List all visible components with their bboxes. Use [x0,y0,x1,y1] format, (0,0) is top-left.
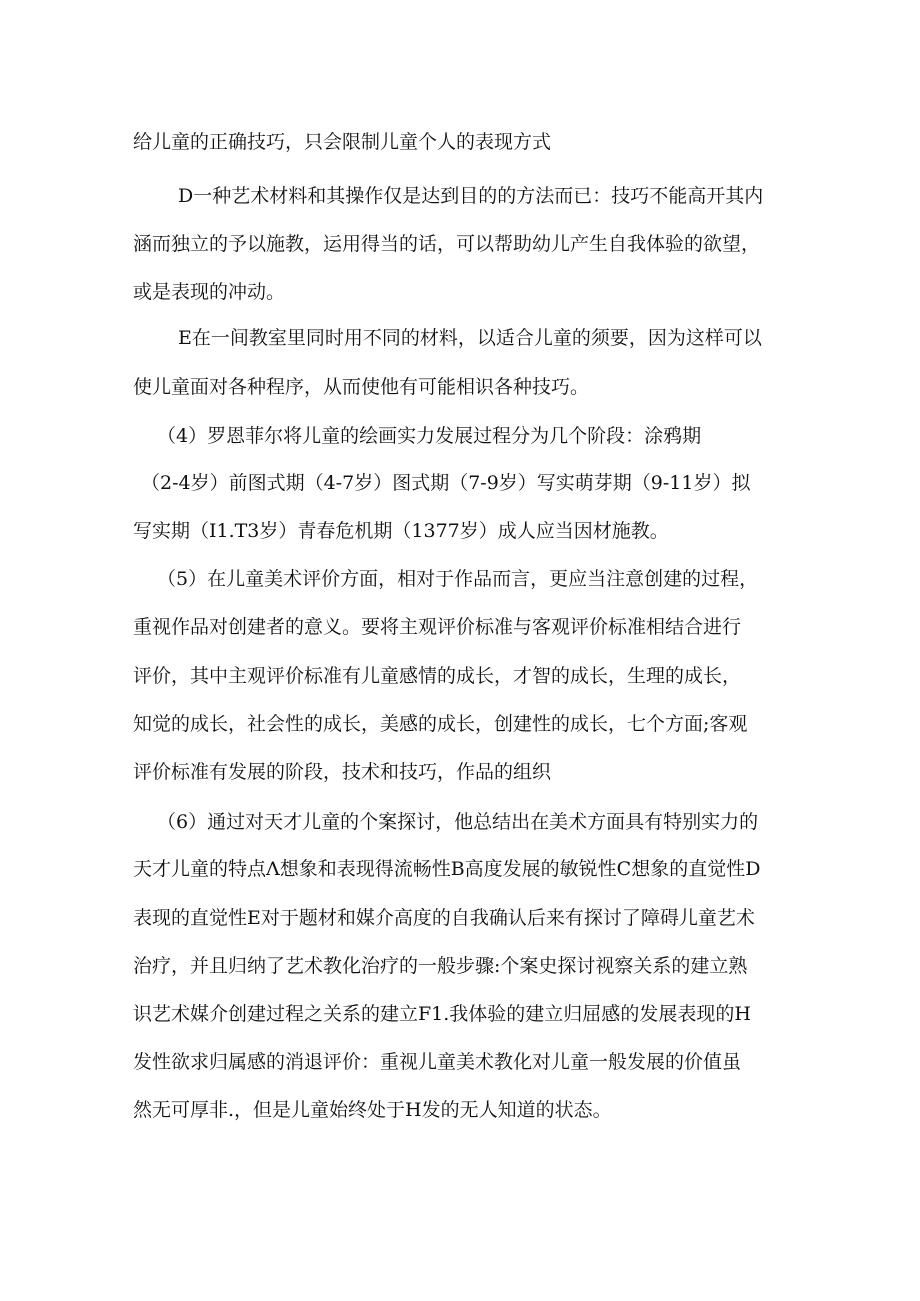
text-line-15: （6）通过对天才儿童的个案探讨，他总结出在美术方面具有特别实力的 [157,811,759,833]
text-line-2: D一种艺术材料和其操作仅是达到目的的方法而已：技巧不能高开其内 [178,185,764,207]
text-line-3: 涵而独立的予以施教，运用得当的话，可以帮助幼儿产生自我体验的欲望， [133,233,761,255]
text-line-11: 重视作品对创建者的意义。要将主观评价标准与客观评价标准相结合进行 [133,616,742,638]
text-line-8: （2-4岁）前图式期（4-7岁）图式期（7-9岁）写实萌芽期（9-11岁）拟 [141,472,751,494]
text-line-9: 写实期（I1.T3岁）青春危机期（1377岁）成人应当因材施教。 [133,520,669,542]
text-line-16: 天才儿童的特点Λ想象和表现得流畅性B高度发展的敏锐性C想象的直觉性D [133,858,761,880]
text-line-12: 评价，其中主观评价标准有儿童感情的成长，才智的成长，生理的成长， [133,665,742,687]
text-line-19: 识艺术媒介创建过程之关系的建立F1.我体验的建立归屈感的发展表现的H [133,1003,751,1025]
text-line-1: 给儿童的正确技巧，只会限制儿童个人的表现方式 [133,131,552,153]
text-line-13: 知觉的成长，社会性的成长，美感的成长，创建性的成长，七个方面;客观 [133,713,748,735]
text-line-17: 表现的直觉性E对于题材和媒介高度的自我确认后来有探讨了障碍儿童艺术 [133,907,755,929]
text-line-14: 评价标准有发展的阶段，技术和技巧，作品的组织 [133,761,552,783]
text-line-20: 发性欲求归属感的消退评价：重视儿童美术教化对儿童一般发展的价值虽 [133,1051,742,1073]
text-line-10: （5）在儿童美术评价方面，相对于作品而言，更应当注意创建的过程， [157,568,759,590]
text-line-7: （4）罗恩菲尔将儿童的绘画实力发展过程分为几个阶段：涂鸦期 [157,425,702,447]
text-line-18: 治疗，并且归纳了艺术教化治疗的一般步骤:个案史探讨视察关系的建立熟 [133,955,748,977]
text-line-6: 使儿童面对各种程序，从而使他有可能相识各种技巧。 [133,376,590,398]
text-line-4: 或是表现的冲动。 [133,281,286,303]
text-line-5: E在一间教室里同时用不同的材料，以适合儿童的须要，因为这样可以 [178,327,762,349]
text-line-21: 然无可厚非.，但是儿童始终处于H发的无人知道的状态。 [133,1099,612,1121]
